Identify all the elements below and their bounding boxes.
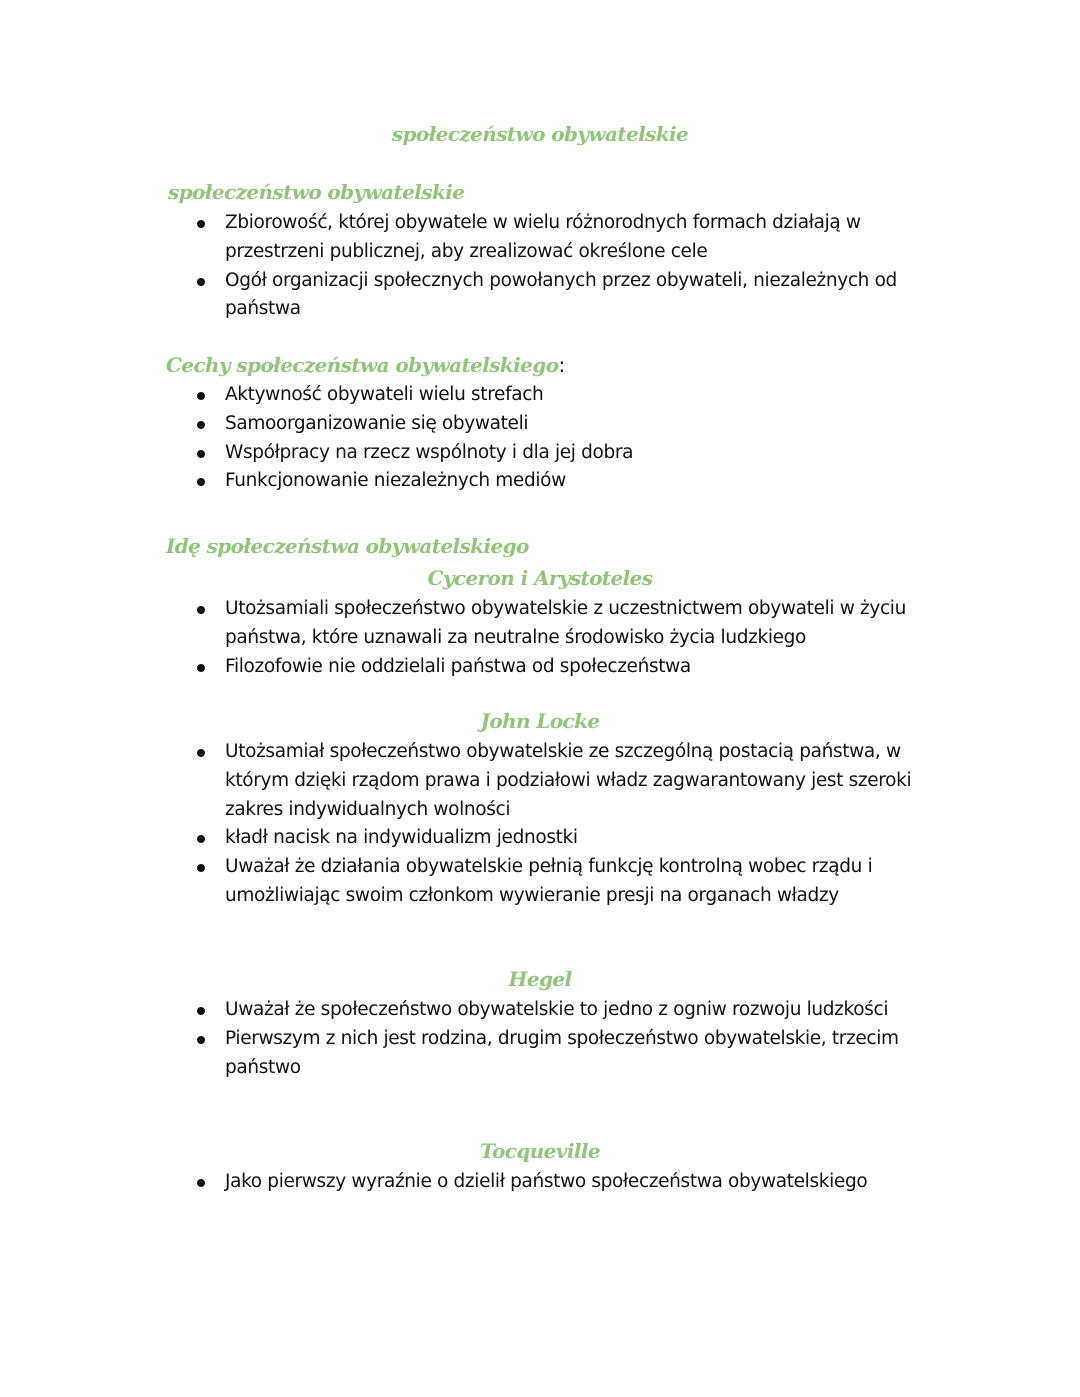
subsection-heading-john-locke: John Locke (480, 709, 600, 733)
list-item: Utożsamiał społeczeństwo obywatelskie ze szczególną postacią państwa, w którym dzięki rządom prawa i podziałowi władz zagwarantowany jest szeroki zakres indywidualnych wolności (196, 738, 916, 824)
subsection-heading-hegel: Hegel (508, 967, 572, 991)
list-item: Filozofowie nie oddzielali państwa od społeczeństwa (196, 653, 916, 682)
list-item: Jako pierwszy wyraźnie o dzielił państwo społeczeństwa obywatelskiego (196, 1168, 916, 1197)
list-item: Utożsamiali społeczeństwo obywatelskie z uczestnictwem obywateli w życiu państwa, które uznawali za neutralne środowisko życia ludzkiego (196, 595, 916, 653)
list-item: Pierwszym z nich jest rodzina, drugim społeczeństwo obywatelskie, trzecim państwo (196, 1025, 916, 1083)
features-list (196, 381, 916, 496)
subsection-heading-tocqueville: Tocqueville (480, 1139, 600, 1163)
hegel-list (196, 996, 916, 1082)
section-heading-features-text: Cechy społeczeństwa obywatelskiego (166, 353, 559, 377)
definition-list (196, 209, 916, 324)
section-heading-features (166, 351, 565, 379)
heading-colon: : (558, 353, 565, 377)
list-item: Aktywność obywateli wielu strefach (196, 381, 916, 410)
list-item: Uważał że społeczeństwo obywatelskie to jedno z ogniw rozwoju ludzkości (196, 996, 916, 1025)
list-item: Współpracy na rzecz wspólnoty i dla jej dobra (196, 439, 916, 468)
tocqueville-list (196, 1168, 916, 1197)
list-item: kładł nacisk na indywidualizm jednostki (196, 824, 916, 853)
document-title: społeczeństwo obywatelskie (391, 122, 689, 146)
section-heading-definition: społeczeństwo obywatelskie (168, 180, 465, 204)
list-item: Uważał że działania obywatelskie pełnią funkcję kontrolną wobec rządu i umożliwiając swoim członkom wywieranie presji na organach władzy (196, 853, 916, 911)
list-item: Funkcjonowanie niezależnych mediów (196, 467, 916, 496)
list-item: Zbiorowość, której obywatele w wielu różnorodnych formach działają w przestrzeni publicznej, aby zrealizować określone cele (196, 209, 916, 267)
john-locke-list (196, 738, 916, 911)
list-item: Ogół organizacji społecznych powołanych przez obywateli, niezależnych od państwa (196, 267, 916, 325)
section-heading-ideas: Idę społeczeństwa obywatelskiego (166, 534, 529, 558)
cyceron-arystoteles-list (196, 595, 916, 681)
subsection-heading-cyceron-arystoteles: Cyceron i Arystoteles (427, 566, 653, 590)
list-item: Samoorganizowanie się obywateli (196, 410, 916, 439)
